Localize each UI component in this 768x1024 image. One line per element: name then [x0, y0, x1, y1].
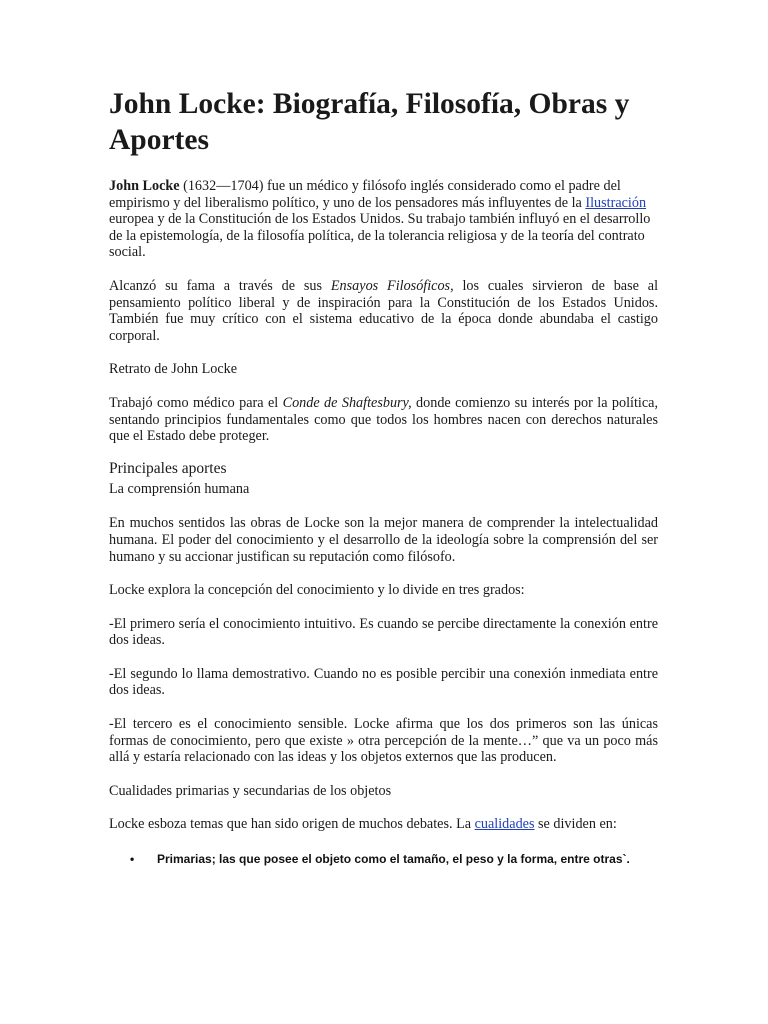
qualities-list: [109, 851, 658, 867]
qualities-text-2: se dividen en:: [534, 816, 617, 833]
degrees-paragraph: Locke explora la concepción del conocimiento y lo divide en tres grados:: [109, 582, 525, 599]
qualities-paragraph: [109, 816, 658, 833]
second-degree-paragraph: -El segundo lo llama demostrativo. Cuando no es posible percibir una conexión inmediata entre dos ideas.: [109, 665, 658, 699]
list-item: [109, 851, 658, 867]
understanding-paragraph: En muchos sentidos las obras de Locke son la mejor manera de comprender la intelectualidad humana. El poder del conocimiento y el desarrollo de la ideología sobre la comprensión del ser humano y su accionar justifican su reputación como filósofo.: [109, 515, 658, 565]
intro-text-2: europea y de la Constitución de los Estados Unidos. Su trabajo también influyó en el desarrollo de la epistemología, de la filosofía política, de la tolerancia religiosa y de la teoría del contrato social.: [109, 211, 651, 261]
work-paragraph: [109, 395, 658, 445]
document-page: [109, 86, 658, 867]
third-degree-paragraph: -El tercero es el conocimiento sensible. Locke afirma que los dos primeros son las únicas formas de conocimiento, pero que existe » otra percepción de la mente…” que va un poco más allá y estaría relacionado con las ideas y los objetos externos que las producen.: [109, 716, 658, 766]
work-text-1: Trabajó como médico para el: [109, 394, 283, 411]
qualities-text-1: Locke esboza temas que han sido origen de muchos debates. La: [109, 816, 475, 833]
qualities-heading: Cualidades primarias y secundarias de los objetos: [109, 782, 392, 799]
subsection-heading: La comprensión humana: [109, 480, 250, 497]
portrait-caption: Retrato de John Locke: [109, 361, 238, 378]
fame-italic: Ensayos Filosóficos: [330, 277, 451, 294]
fame-text-1: Alcanzó su fama a través de sus: [109, 277, 331, 294]
fame-text-2: , los cuales sirvieron de base al pensamiento político liberal y de inspiración para la Constitución de los Estados Unidos. También fue muy crítico con el sistema educativo de la época donde abundaba el castigo corporal.: [109, 277, 659, 344]
intro-text-1: (1632—1704) fue un médico y filósofo inglés considerado como el padre del empirismo y del liberalismo político, y uno de los pensadores más influyentes de la: [109, 178, 621, 211]
first-degree-paragraph: -El primero sería el conocimiento intuitivo. Es cuando se percibe directamente la conexión entre dos ideas.: [109, 615, 658, 649]
document-title: John Locke: Biografía, Filosofía, Obras y Aportes: [109, 88, 630, 156]
list-item-text: Primarias; las que posee el objeto como el tamaño, el peso y la forma, entre otras`.: [157, 852, 630, 867]
intro-paragraph: [109, 178, 658, 261]
work-italic: Conde de Shaftesbury,: [282, 394, 412, 411]
fame-paragraph: [109, 278, 658, 344]
ilustracion-link[interactable]: Ilustración: [585, 194, 647, 211]
work-text-2: donde comienzo su interés por la política, sentando principios fundamentales como que todos los hombres nacen con derechos naturales que el Estado debe proteger.: [109, 394, 659, 445]
section-heading: Principales aportes: [109, 459, 227, 477]
intro-name: John Locke: [109, 178, 180, 194]
cualidades-link[interactable]: cualidades: [474, 816, 535, 833]
bullet-dot-icon: •: [130, 852, 135, 867]
